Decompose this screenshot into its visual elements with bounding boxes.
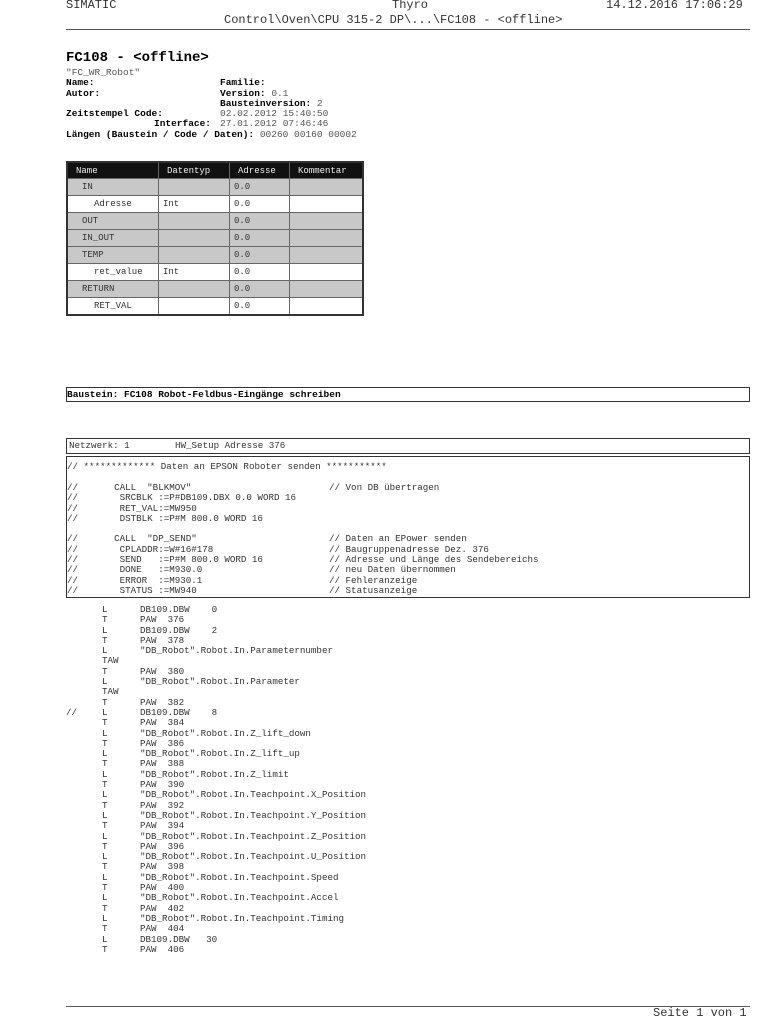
interface-cell-type — [159, 247, 230, 264]
interface-header-row — [67, 162, 363, 179]
network-label: Netzwerk: 1 — [69, 440, 130, 451]
page-title: FC108 - <offline> — [66, 50, 209, 66]
block-version-value: 2 — [316, 97, 323, 109]
statement-operand: DB109.DBW 2 — [140, 624, 218, 636]
comment-line-prefix: // — [67, 502, 79, 514]
interface-cell-type — [159, 179, 230, 196]
statement-list — [66, 605, 746, 955]
statement-operator: T — [102, 614, 108, 626]
statement-operator: T — [102, 758, 108, 770]
statement-operand: PAW 386 — [140, 737, 185, 749]
header-rule — [66, 29, 750, 30]
comment-line-code: CPLADDR:=W#16#178 — [81, 543, 214, 555]
interface-cell-comment — [290, 264, 364, 281]
col-type: Datentyp — [159, 162, 230, 179]
block-title-bar — [66, 387, 750, 402]
interface-cell-name: IN_OUT — [67, 230, 159, 247]
statement-operator: L — [102, 892, 108, 904]
comment-line-prefix: // — [67, 574, 79, 586]
statement-operator: L — [102, 933, 108, 945]
statement-operator: L — [102, 789, 108, 801]
header-path: Control\Oven\CPU 315-2 DP\...\FC108 - <offline> — [224, 13, 563, 27]
statement-operator: L — [102, 871, 108, 883]
interface-cell-name: ret_value — [67, 264, 159, 281]
comment-line-remark: // Adresse und Länge des Sendebereichs — [329, 554, 539, 566]
statement-operator: L — [102, 645, 108, 657]
interface-row — [67, 196, 363, 213]
version-label: Version: — [220, 87, 266, 99]
lengths-value: 00260 00160 00002 — [259, 128, 357, 140]
statement-operand: PAW 382 — [140, 696, 185, 708]
interface-cell-type — [159, 298, 230, 316]
interface-row — [67, 281, 363, 298]
timestamp-code-label: Zeitstempel Code: — [66, 108, 163, 120]
comment-line-prefix: // — [67, 482, 79, 493]
statement-operand: PAW 398 — [140, 861, 185, 873]
statement-operator: L — [102, 604, 108, 615]
statement-operator: T — [102, 923, 108, 935]
statement-operand: "DB_Robot".Robot.In.Teachpoint.Speed — [140, 871, 339, 883]
statement-operand: PAW 400 — [140, 882, 185, 894]
block-symbol: "FC_WR_Robot" — [66, 67, 141, 78]
interface-cell-comment — [290, 213, 364, 230]
statement-operator: L — [102, 748, 108, 760]
comment-line-code: CALL "BLKMOV" — [81, 482, 192, 493]
interface-cell-name: RET_VAL — [67, 298, 159, 316]
interface-row — [67, 230, 363, 247]
comment-line-code: SRCBLK :=P#DB109.DBX 0.0 WORD 16 — [81, 492, 297, 504]
comment-line-prefix: // — [67, 533, 79, 545]
comment-line-prefix: // — [67, 543, 79, 555]
statement-line — [66, 924, 746, 934]
network-comment — [66, 456, 750, 598]
statement-operator: T — [102, 943, 108, 955]
statement-operator: L — [102, 727, 108, 739]
network-comment-lines — [67, 483, 747, 596]
statement-operator: T — [102, 902, 108, 914]
statement-operand: "DB_Robot".Robot.In.Parameter — [140, 676, 300, 688]
statement-operand: PAW 378 — [140, 634, 185, 646]
statement-operator: L — [102, 624, 108, 636]
interface-cell-comment — [290, 196, 364, 213]
statement-prefix: // — [66, 706, 78, 718]
comment-line-code: SEND :=P#M 800.0 WORD 16 — [81, 554, 263, 566]
statement-operator: TAW — [102, 686, 119, 698]
interface-cell-address: 0.0 — [230, 281, 290, 298]
statement-operand: PAW 380 — [140, 665, 185, 677]
footer-rule — [66, 1006, 750, 1007]
statement-operator: T — [102, 737, 108, 749]
statement-operand: "DB_Robot".Robot.In.Teachpoint.Y_Position — [140, 809, 367, 821]
comment-line-prefix: // — [67, 564, 79, 576]
interface-cell-address: 0.0 — [230, 298, 290, 316]
statement-operand: "DB_Robot".Robot.In.Teachpoint.X_Position — [140, 789, 367, 801]
timestamp-interface-value: 27.01.2012 07:46:46 — [220, 118, 329, 130]
block-version-label: Bausteinversion: — [220, 97, 312, 109]
col-comment: Kommentar — [290, 162, 364, 179]
statement-operand: "DB_Robot".Robot.In.Teachpoint.Accel — [140, 892, 339, 904]
comment-line-remark: // Daten an EPower senden — [329, 533, 467, 545]
interface-cell-address: 0.0 — [230, 247, 290, 264]
comment-line-code: CALL "DP_SEND" — [81, 533, 197, 545]
statement-operator: T — [102, 779, 108, 791]
statement-operator: L — [102, 912, 108, 924]
statement-operand: "DB_Robot".Robot.In.Teachpoint.Timing — [140, 912, 344, 924]
comment-line-code: DONE :=M930.0 — [81, 564, 203, 576]
comment-line — [67, 514, 747, 524]
interface-cell-name: RETURN — [67, 281, 159, 298]
statement-operand: DB109.DBW 0 — [140, 604, 218, 615]
interface-cell-comment — [290, 230, 364, 247]
comment-line-code: STATUS :=MW940 — [81, 584, 197, 596]
header-center: Thyro — [392, 0, 429, 12]
statement-operator: L — [102, 706, 108, 718]
interface-cell-type — [159, 230, 230, 247]
interface-cell-comment — [290, 179, 364, 196]
interface-cell-name: IN — [67, 179, 159, 196]
statement-operand: PAW 376 — [140, 614, 185, 626]
statement-operator: L — [102, 768, 108, 780]
comment-line-code: DSTBLK :=P#M 800.0 WORD 16 — [81, 512, 263, 524]
interface-cell-name: Adresse — [67, 196, 159, 213]
comment-line-prefix: // — [67, 584, 79, 596]
interface-cell-type: Int — [159, 264, 230, 281]
statement-operand: "DB_Robot".Robot.In.Z_lift_up — [140, 748, 300, 760]
statement-operator: T — [102, 634, 108, 646]
interface-cell-name: OUT — [67, 213, 159, 230]
statement-operator: L — [102, 830, 108, 842]
interface-cell-address: 0.0 — [230, 264, 290, 281]
statement-line — [66, 945, 746, 955]
interface-cell-address: 0.0 — [230, 213, 290, 230]
comment-line — [67, 586, 747, 596]
statement-operand: PAW 404 — [140, 923, 185, 935]
block-title-text: Baustein: FC108 Robot-Feldbus-Eingänge schreiben — [67, 389, 341, 400]
statement-operand: "DB_Robot".Robot.In.Z_limit — [140, 768, 289, 780]
interface-cell-comment — [290, 247, 364, 264]
author-label: Autor: — [66, 87, 101, 99]
interface-cell-type — [159, 213, 230, 230]
statement-operand: PAW 388 — [140, 758, 185, 770]
header-datetime: 14.12.2016 17:06:29 — [606, 0, 743, 12]
comment-line-code: ERROR :=M930.1 — [81, 574, 203, 586]
interface-cell-address: 0.0 — [230, 196, 290, 213]
comment-line-remark: // Fehleranzeige — [329, 574, 418, 586]
statement-operator: T — [102, 840, 108, 852]
statement-operand: DB109.DBW 8 — [140, 706, 218, 718]
interface-row — [67, 298, 363, 316]
version-value: 0.1 — [271, 87, 289, 99]
interface-cell-type: Int — [159, 196, 230, 213]
statement-operand: PAW 390 — [140, 779, 185, 791]
statement-line — [66, 821, 746, 831]
block-meta — [66, 68, 466, 140]
statement-operand: PAW 392 — [140, 799, 185, 811]
family-label: Familie: — [220, 77, 266, 89]
statement-operator: L — [102, 851, 108, 863]
statement-operand: PAW 402 — [140, 902, 185, 914]
timestamp-interface-label: Interface: — [154, 118, 212, 130]
interface-row — [67, 213, 363, 230]
comment-line-remark: // Baugruppenadresse Dez. 376 — [329, 543, 489, 555]
statement-operand: "DB_Robot".Robot.In.Teachpoint.Z_Position — [140, 830, 367, 842]
statement-operand: PAW 396 — [140, 840, 185, 852]
interface-cell-comment — [290, 298, 364, 316]
comment-line-remark: // Statusanzeige — [329, 584, 418, 596]
interface-cell-comment — [290, 281, 364, 298]
statement-operator: T — [102, 799, 108, 811]
statement-operator: T — [102, 861, 108, 873]
statement-operand: "DB_Robot".Robot.In.Z_lift_down — [140, 727, 311, 739]
header-left: SIMATIC — [66, 0, 117, 12]
interface-cell-address: 0.0 — [230, 230, 290, 247]
comment-line-prefix: // — [67, 512, 79, 524]
comment-line-prefix: // — [67, 492, 79, 504]
comment-line-remark: // Von DB übertragen — [329, 482, 440, 493]
lengths-label: Längen (Baustein / Code / Daten): — [66, 128, 255, 140]
statement-operator: T — [102, 820, 108, 832]
interface-cell-type — [159, 281, 230, 298]
network-title: HW_Setup Adresse 376 — [175, 440, 286, 451]
statement-operator: L — [102, 809, 108, 821]
interface-row — [67, 264, 363, 281]
statement-operand: DB109.DBW 30 — [140, 933, 218, 945]
col-name: Name — [67, 162, 159, 179]
comment-line-remark: // neu Daten übernommen — [329, 564, 456, 576]
statement-operator: T — [102, 696, 108, 708]
interface-row — [67, 179, 363, 196]
col-address: Adresse — [230, 162, 290, 179]
statement-operand: PAW 394 — [140, 820, 185, 832]
statement-operand: PAW 384 — [140, 717, 185, 729]
interface-row — [67, 247, 363, 264]
statement-operator: L — [102, 676, 108, 688]
page-number: Seite 1 von 1 — [653, 1006, 747, 1020]
comment-line-code: RET_VAL:=MW950 — [81, 502, 197, 514]
statement-operand: PAW 406 — [140, 943, 185, 955]
statement-line — [66, 677, 746, 687]
statement-operator: T — [102, 717, 108, 729]
statement-operator: TAW — [102, 655, 119, 667]
comment-line-prefix: // — [67, 554, 79, 566]
statement-operand: "DB_Robot".Robot.In.Teachpoint.U_Position — [140, 851, 367, 863]
statement-line — [66, 646, 746, 656]
network-header — [66, 438, 750, 454]
statement-operand: "DB_Robot".Robot.In.Parameternumber — [140, 645, 333, 657]
name-label: Name: — [66, 77, 95, 89]
statement-operator: T — [102, 665, 108, 677]
interface-table — [66, 161, 364, 316]
network-comment-headline: // ************* Daten an EPSON Roboter senden *********** — [67, 461, 387, 472]
statement-operator: T — [102, 882, 108, 894]
timestamp-code-value: 02.02.2012 15:40:50 — [220, 108, 329, 120]
interface-cell-name: TEMP — [67, 247, 159, 264]
interface-cell-address: 0.0 — [230, 179, 290, 196]
